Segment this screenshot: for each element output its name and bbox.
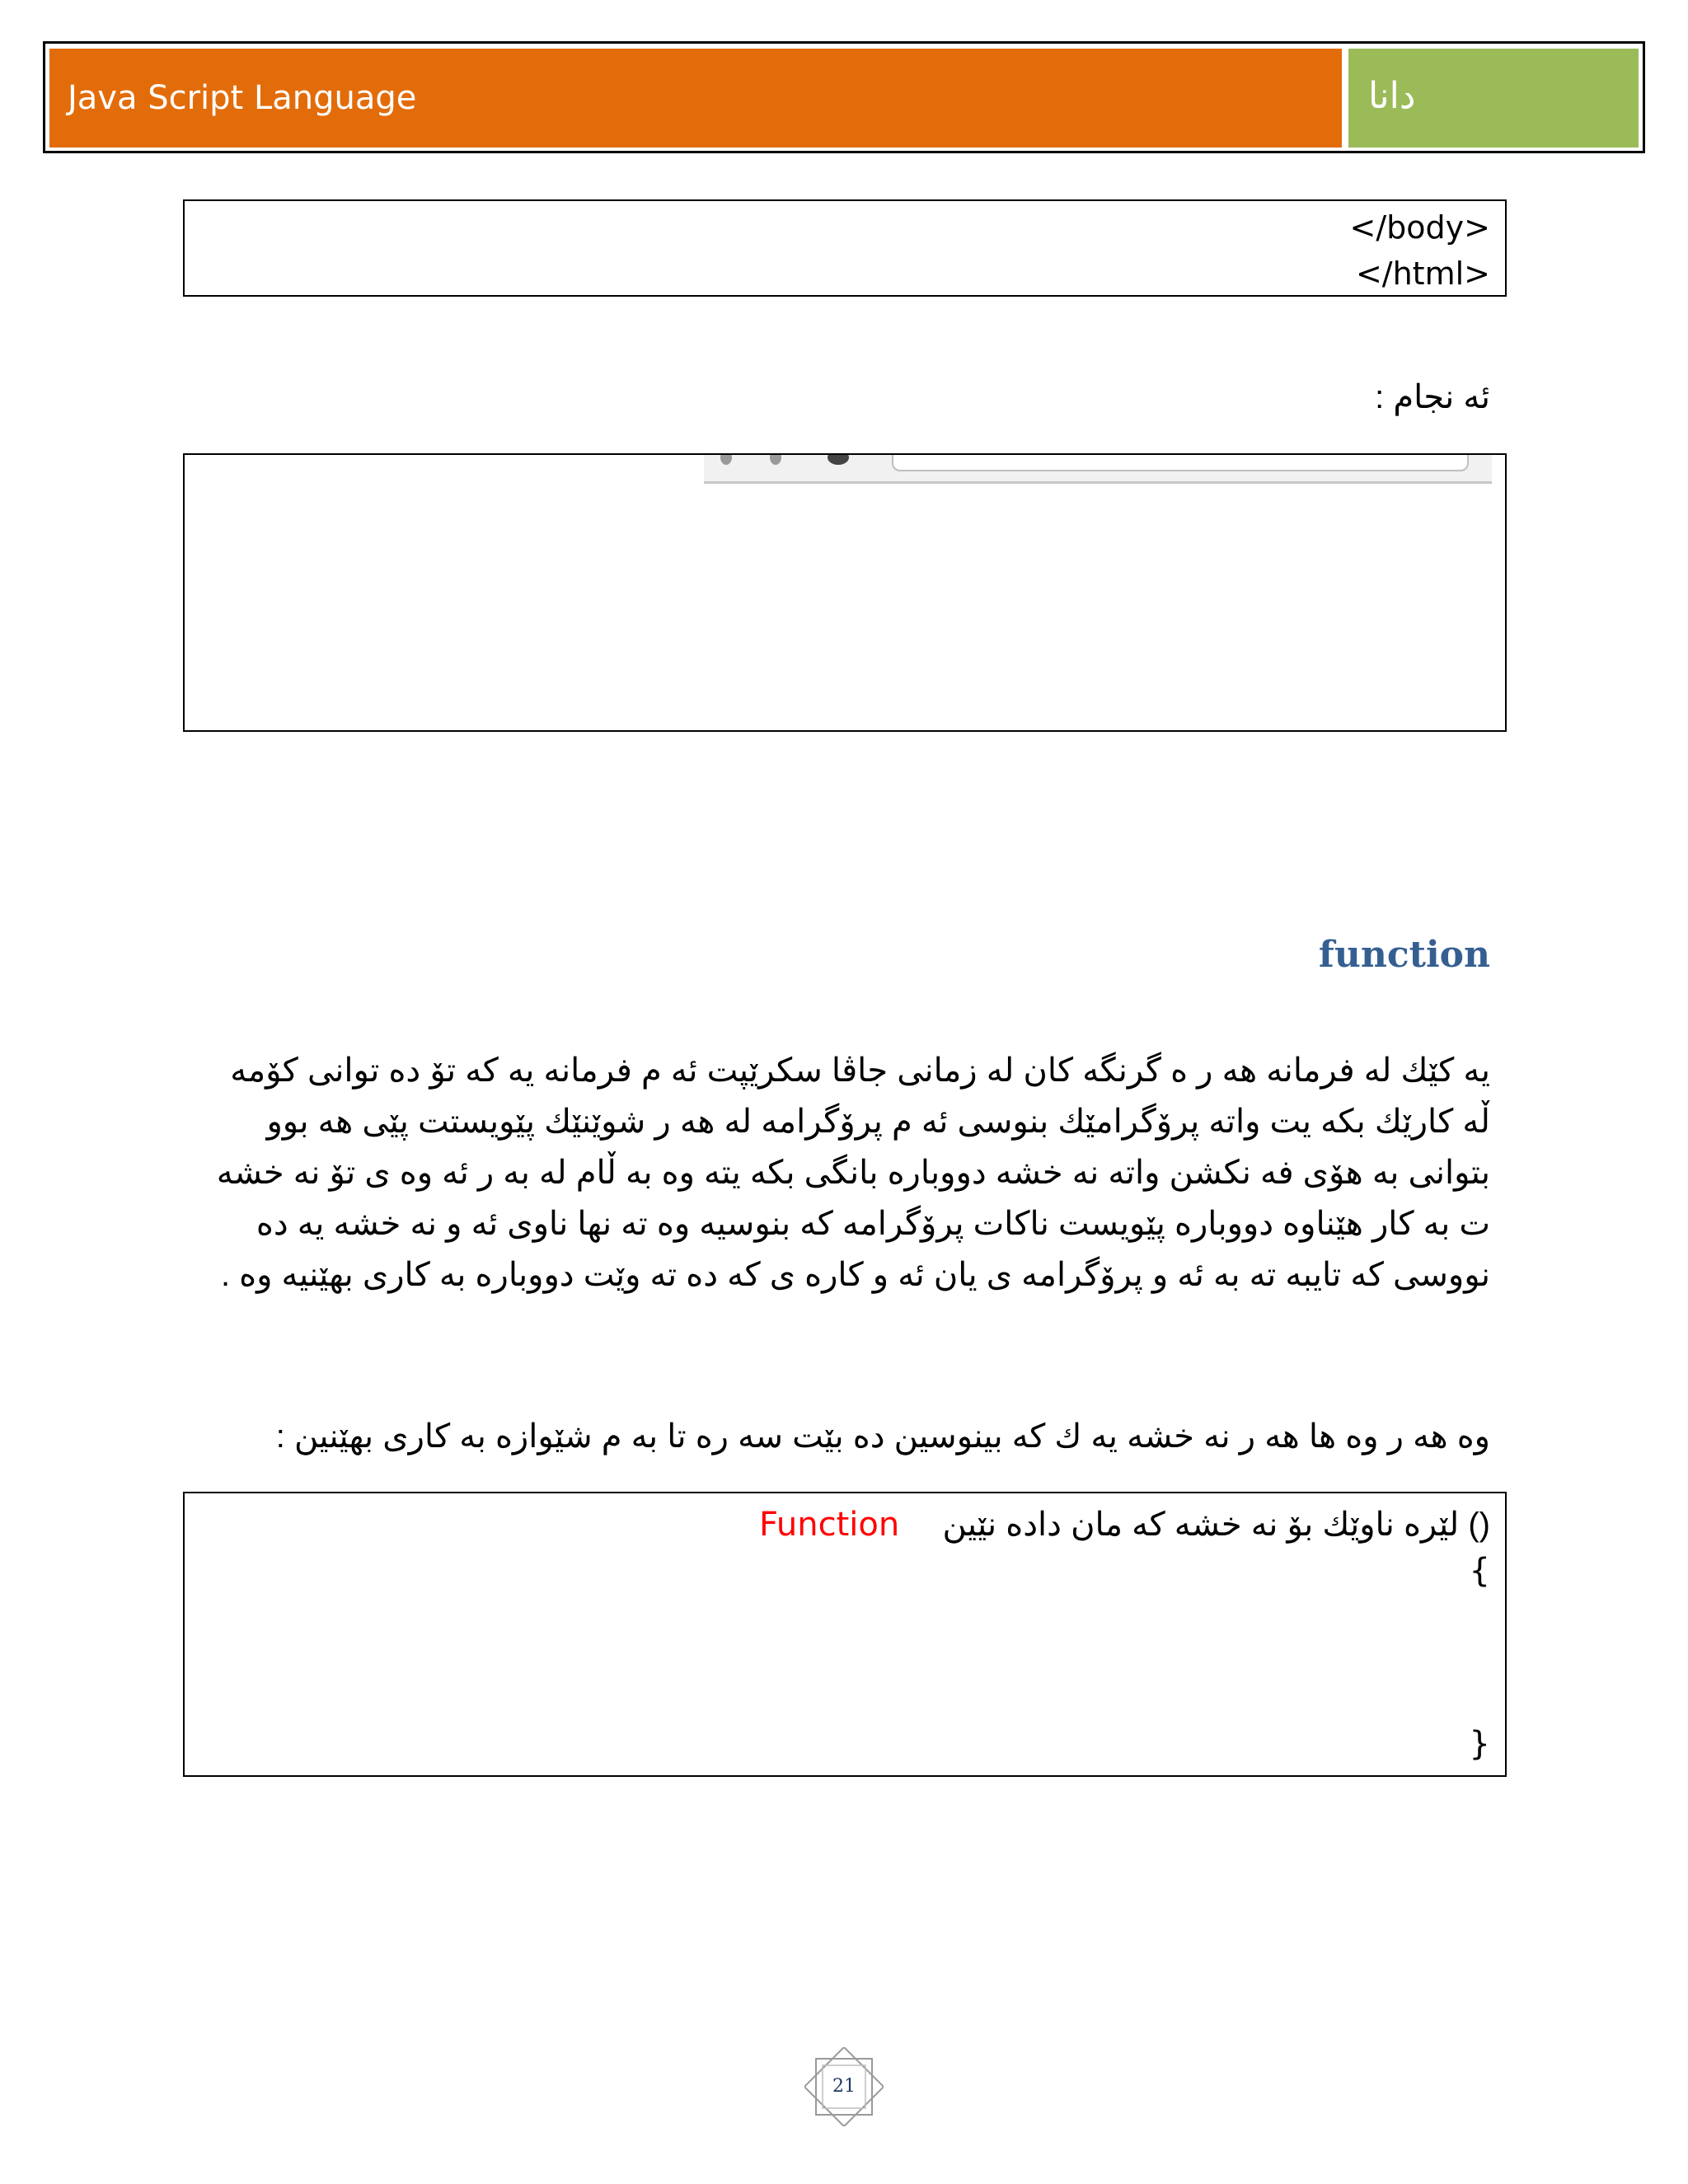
section-heading: function [1318,934,1490,976]
forward-arrow-icon [770,453,781,465]
back-arrow-icon [720,453,732,465]
code-line: </body> [1349,209,1490,246]
close-brace: } [1469,1725,1490,1763]
code-block-closing-tags [183,199,1507,297]
header-title-left: Java Script Language [49,49,1342,148]
function-keyword: Function [759,1506,900,1544]
page-number-badge [804,2047,884,2126]
address-bar [892,453,1469,471]
code-line: </html> [1355,255,1490,292]
result-screenshot [183,453,1507,732]
function-declaration-line [759,1500,1490,1549]
header-title-right: دانا [1348,49,1639,148]
open-brace: { [1469,1552,1490,1590]
code-block-function-syntax [183,1492,1507,1777]
body-paragraph: یه كێك له فرمانه هه ر ه گرنگه كان له زمانی جاڤا سكرێپت ئه م فرمانه یه كه تۆ ده توانی كۆمه ڵه كارێك بكه یت واته پرۆگرامێك بنوسی ئه م پرۆگرامه له هه ر شوێنێك پێویستت پێی هه بوو بتوانی به هۆی فه نكشن واته نه خشه دووباره بانگی بكه یته وه به ڵام له به ر ئه وه ی تۆ نه خشه ت به كار هێناوه دووباره پێویست ناكات پرۆگرامه كه بنوسیه وه ته نها ناوی ئه و نه خشه یه ده نووسی كه تایبه ته به ئه و پرۆگرامه ی یان ئه و كاره ی كه ده ته وێت دووباره به كاری بهێنیه وه . [216,1052,1490,1293]
browser-toolbar-fragment [704,453,1492,484]
parens: () [1468,1507,1490,1543]
function-name-placeholder: لێره ناوێك بۆ نه خشه كه مان داده نێین [942,1507,1460,1543]
result-label: ئه نجام : [1375,379,1490,415]
reload-icon [828,453,849,465]
address-bar-text [935,453,1462,458]
page-number: 21 [832,2076,856,2097]
syntax-intro: وه هه ر وه ها هه ر نه خشه یه ك كه بینوسین ده بێت سه ره تا به م شێوازه به كاری بهێنین : [275,1418,1490,1455]
